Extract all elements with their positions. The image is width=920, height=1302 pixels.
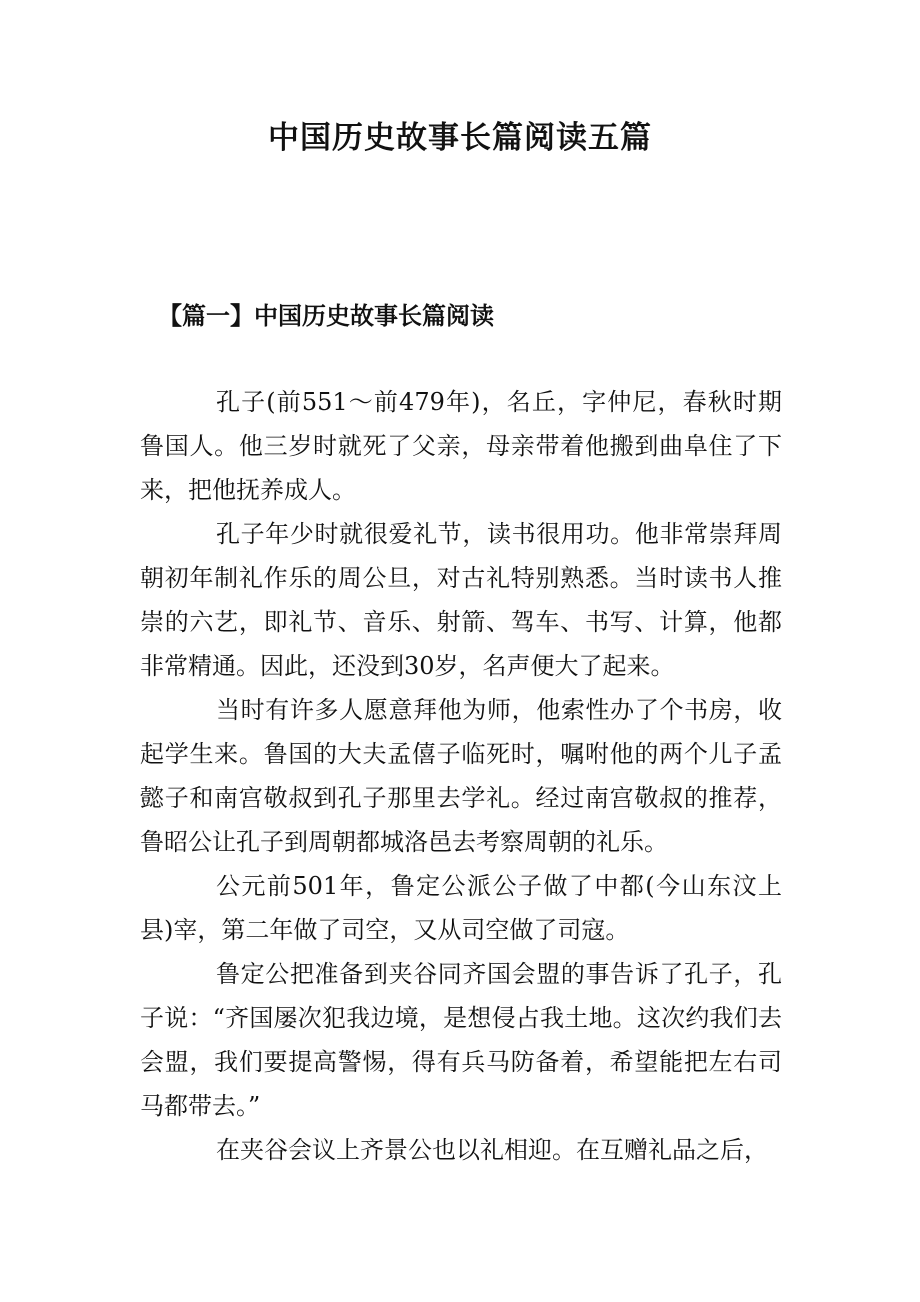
paragraph: 孔子(前551～前479年)，名丘，字仲尼，春秋时期鲁国人。他三岁时就死了父亲，母亲带着他搬到曲阜住了下来，把他抚养成人。 <box>140 388 782 504</box>
document-title: 中国历史故事长篇阅读五篇 <box>268 120 652 156</box>
paragraph: 鲁定公把准备到夹谷同齐国会盟的事告诉了孔子，孔子说：“齐国屡次犯我边境，是想侵占我土地。这次约我们去会盟，我们要提高警惕，得有兵马防备着，希望能把左右司马都带去。” <box>140 960 782 1120</box>
paragraph: 在夹谷会议上齐景公也以礼相迎。在互赠礼品之后， <box>216 1136 768 1164</box>
paragraph: 当时有许多人愿意拜他为师，他索性办了个书房，收起学生来。鲁国的大夫孟僖子临死时，嘱咐他的两个儿子孟懿子和南宫敬叔到孔子那里去学礼。经过南宫敬叔的推荐，鲁昭公让孔子到周朝都城洛邑去考察周朝的礼乐。 <box>140 696 782 856</box>
section-heading: 【篇一】中国历史故事长篇阅读 <box>158 301 494 330</box>
paragraph: 公元前501年，鲁定公派公子做了中都(今山东汶上县)宰，第二年做了司空，又从司空做了司寇。 <box>140 872 782 944</box>
document-body <box>140 380 782 1172</box>
paragraph: 孔子年少时就很爱礼节，读书很用功。他非常崇拜周朝初年制礼作乐的周公旦，对古礼特别熟悉。当时读书人推崇的六艺，即礼节、音乐、射箭、驾车、书写、计算，他都非常精通。因此，还没到30岁，名声便大了起来。 <box>140 520 782 680</box>
